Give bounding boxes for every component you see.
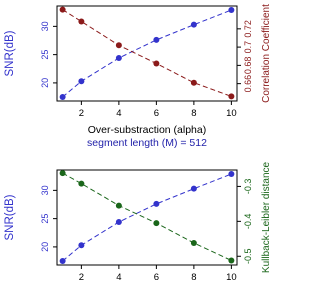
data-point-left — [116, 55, 122, 61]
left-y-tick-label: 25 — [40, 213, 50, 224]
right-y-tick-label: 0.72 — [243, 20, 253, 38]
x-tick-label: 4 — [116, 272, 122, 283]
data-point-left — [153, 201, 159, 207]
left-y-axis-label: SNR(dB) — [4, 30, 16, 77]
right-y-tick-label: 0.7 — [243, 40, 253, 54]
x-tick-label: 2 — [78, 272, 85, 283]
right-y-axis-label: Kullback-Leibler distance — [261, 161, 272, 274]
data-point-left — [78, 242, 84, 248]
left-y-tick-label: 20 — [40, 77, 50, 88]
right-y-tick-label: -0.5 — [243, 248, 253, 265]
data-point-right — [78, 181, 84, 187]
x-tick-label: 6 — [153, 272, 160, 283]
x-tick-label: 8 — [191, 108, 197, 119]
data-point-left — [116, 219, 122, 225]
data-point-left — [60, 258, 66, 264]
x-tick-label: 8 — [191, 272, 197, 283]
series-line-right — [63, 173, 232, 260]
data-point-right — [116, 42, 122, 48]
right-y-tick-label: -0.3 — [243, 178, 253, 195]
data-point-right — [228, 257, 234, 263]
data-point-right — [228, 93, 234, 99]
data-point-right — [191, 240, 197, 246]
data-point-right — [191, 80, 197, 86]
series-line-right — [63, 10, 232, 97]
right-y-tick-label: 0.68 — [243, 56, 253, 75]
data-point-right — [60, 7, 66, 13]
chart-panel-1 — [4, 4, 272, 149]
data-point-right — [153, 61, 159, 67]
x-axis-label: Over-substraction (alpha) — [87, 124, 207, 136]
x-tick-label: 2 — [78, 108, 85, 119]
x-tick-label: 4 — [116, 108, 122, 119]
left-y-tick-label: 30 — [40, 21, 50, 32]
data-point-left — [191, 186, 197, 192]
data-point-left — [78, 78, 84, 84]
data-point-left — [228, 7, 234, 13]
data-point-left — [60, 94, 66, 100]
data-point-right — [116, 203, 122, 209]
chart-panel-2 — [4, 161, 272, 283]
data-point-left — [191, 22, 197, 28]
right-y-tick-label: -0.4 — [243, 213, 253, 230]
left-y-tick-label: 25 — [40, 49, 50, 60]
chart-subtitle: segment length (M) = 512 — [87, 137, 207, 149]
right-y-axis-label: Correlation Coefficient — [261, 4, 272, 103]
data-point-right — [153, 220, 159, 226]
left-y-tick-label: 20 — [40, 241, 50, 252]
right-y-tick-label: 0.66 — [243, 74, 253, 93]
data-point-left — [153, 37, 159, 43]
left-y-tick-label: 30 — [40, 185, 50, 196]
left-y-axis-label: SNR(dB) — [4, 194, 16, 241]
x-tick-label: 10 — [226, 272, 237, 283]
data-point-right — [60, 170, 66, 176]
x-tick-label: 6 — [153, 108, 160, 119]
x-tick-label: 10 — [226, 108, 237, 119]
series-line-left — [63, 10, 232, 97]
data-point-right — [78, 19, 84, 25]
data-point-left — [228, 171, 234, 177]
